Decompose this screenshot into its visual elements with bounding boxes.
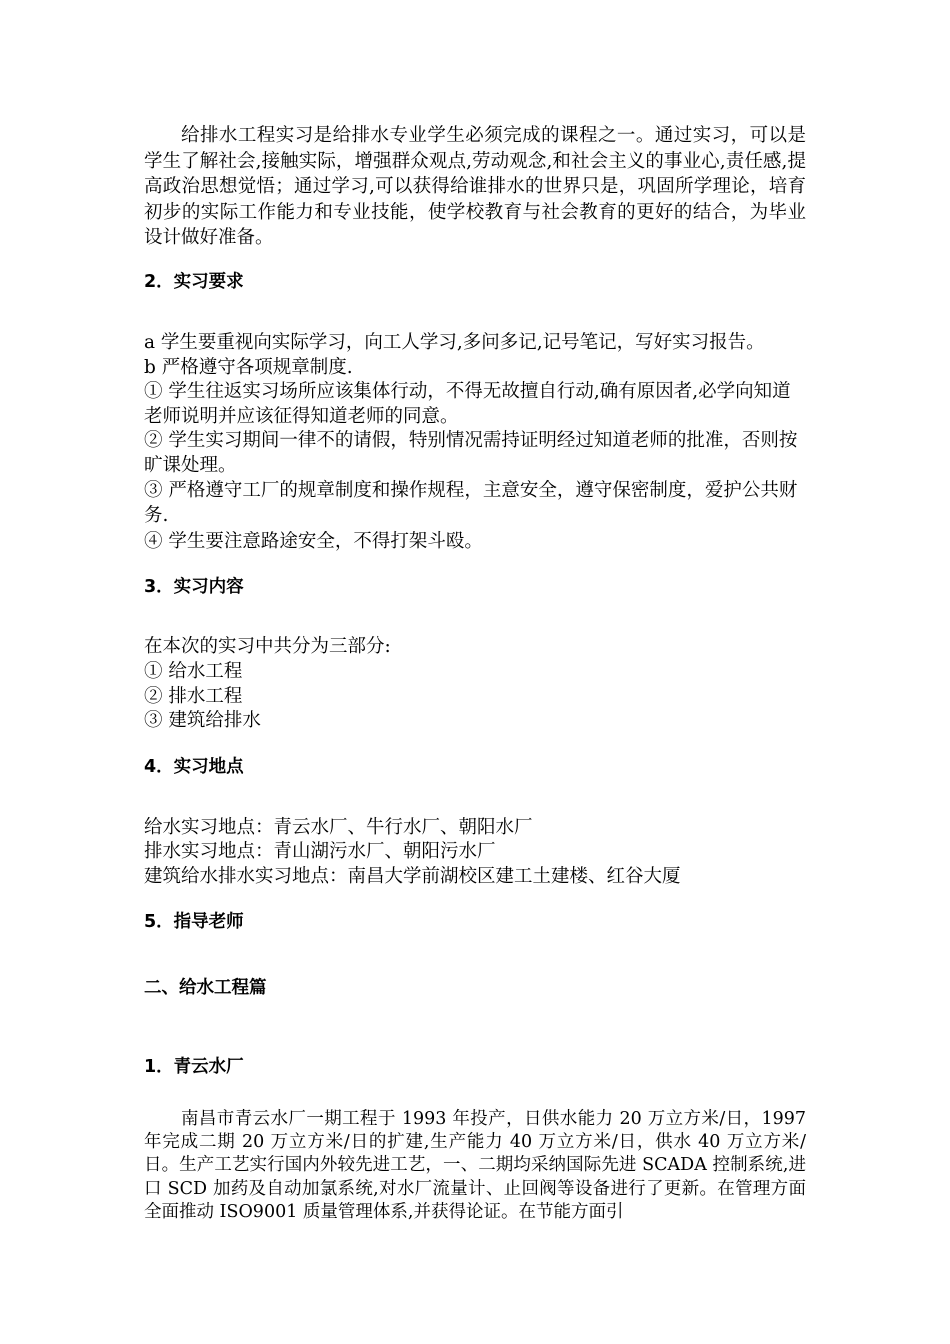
section-heading-content: 3．实习内容 <box>144 577 244 597</box>
qingyun-paragraph: 南昌市青云水厂一期工程于 1993 年投产，日供水能力 20 万立方米/日，1997 年完成二期 20 万立方米/日的扩建,生产能力 40 万立方米/日，供水 40 万立方米/日。生产工艺实行国内外较先进工艺，一、二期均采纳国际先进 SCADA 控制系统,进口 SCD 加药及自动加氯系统,对水厂流量计、止回阀等设备进行了更新。在管理方面全面推动 ISO9001 质量管理体系,并获得论证。在节能方面引 <box>144 1109 806 1222</box>
requirement-item: ① 学生往返实习场所应该集体行动，不得无故擅自行动,确有原因者,必学向知道老师说明并应该征得知道老师的同意。 <box>144 381 791 427</box>
section-heading-requirements: 2．实习要求 <box>144 272 244 292</box>
requirement-item: ③ 严格遵守工厂的规章制度和操作规程，主意安全，遵守保密制度，爱护公共财务. <box>144 480 798 526</box>
content-lead: 在本次的实习中共分为三部分: <box>144 636 391 657</box>
content-item: ① 给水工程 <box>144 661 243 682</box>
requirement-item: a 学生要重视向实际学习，向工人学习,多问多记,记号笔记，写好实习报告。 <box>144 332 765 353</box>
content-item: ③ 建筑给排水 <box>144 710 261 731</box>
part-heading-water-supply: 二、给水工程篇 <box>144 978 267 998</box>
requirement-item: b 严格遵守各项规章制度. <box>144 357 353 378</box>
section-heading-advisor: 5．指导老师 <box>144 912 244 932</box>
requirement-item: ④ 学生要注意路途安全，不得打架斗殴。 <box>144 531 483 552</box>
section-heading-locations: 4．实习地点 <box>144 757 244 777</box>
content-item: ② 排水工程 <box>144 686 243 707</box>
location-item: 排水实习地点：青山湖污水厂、朝阳污水厂 <box>144 841 496 862</box>
location-item: 建筑给水排水实习地点：南昌大学前湖校区建工土建楼、红谷大厦 <box>144 866 681 887</box>
subsection-heading-qingyun: 1．青云水厂 <box>144 1057 244 1077</box>
intro-paragraph: 给排水工程实习是给排水专业学生必须完成的课程之一。通过实习，可以是学生了解社会,接触实际，增强群众观点,劳动观念,和社会主义的事业心,责任感,提高政治思想觉悟；通过学习,可以获得给谁排水的世界只是，巩固所学理论，培育初步的实际工作能力和专业技能，使学校教育与社会教育的更好的结合，为毕业设计做好准备。 <box>144 125 806 248</box>
location-item: 给水实习地点：青云水厂、牛行水厂、朝阳水厂 <box>144 817 533 838</box>
requirement-item: ② 学生实习期间一律不的请假，特别情况需持证明经过知道老师的批准，否则按旷课处理。 <box>144 430 798 476</box>
